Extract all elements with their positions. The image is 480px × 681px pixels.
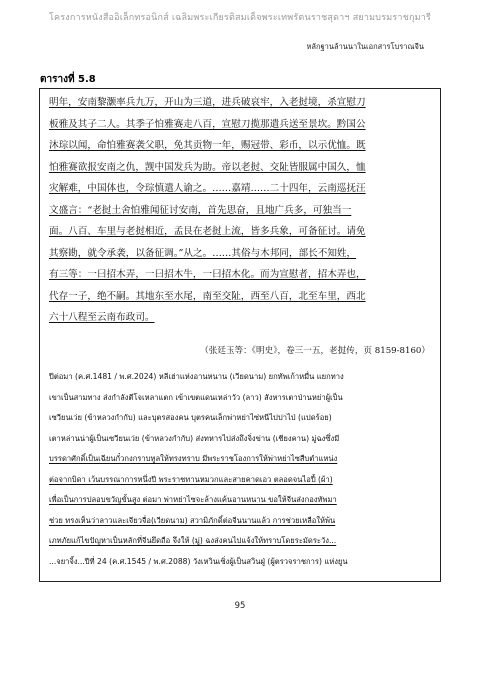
chinese-line: 灾解难，中国体也，令琮慎遣人谕之。……嘉靖……二十四年，云南巡抚汪 <box>49 183 366 194</box>
chinese-quote <box>49 92 434 329</box>
chinese-line: 六十八程至云南布政司。 <box>49 312 155 323</box>
thai-line: บรรดาศักดิ์เป็นเฉียนกั๋วกงกราบทูลให้ทรงทราบ มีพระราชโองการให้พ่าหย่าไซสืบตำแหน่ง <box>49 454 338 463</box>
chinese-line: 其察勘，就令承袭，以备征调。”从之。……其俗与木邦同，部长不知姓， <box>49 247 357 259</box>
quote-table <box>39 88 441 582</box>
thai-line: เพื่อเป็นการปลอบขวัญขั้นสูง ต่อมา พ่าหย่าไซจะล้างแค้นอานหนาน ขอให้จีนส่งกองทัพมา <box>49 495 337 504</box>
chinese-line: 板雅及其子二人。其季子怕雅赛走八百，宣慰刀揽那遣兵送至景坎。黔国公 <box>49 118 366 130</box>
thai-line: ช่วย ทรงเห็นว่าลาวและเจียวจื่อ(เวียดนาม) สวามิภักดิ์ต่อจีนนานแล้ว การช่วยเหลือให้พ้น <box>49 515 336 525</box>
project-header: โครงการหนังสืออิเล็กทรอนิกส์ เฉลิมพระเกียรติสมเด็จพระเทพรัตนราชสุดาฯ สยามบรมราชกุมารี <box>48 13 432 23</box>
thai-line: ...จยาจิ้ง...ปีที่ 24 (ค.ศ.1545 / พ.ศ.2088) วังเหวินเซิ่งผู้เป็นสวินฝู่ (ผู้ตรวจราชการ) แห่งยูน <box>49 556 348 566</box>
citation: （张廷玉等：《明史》，卷三一五，老挝传，页 8159-8160） <box>200 346 430 356</box>
chinese-line: 沐琮以闻，命怕雅赛袭父职，免其贡物一年，赐冠带、彩币，以示优恤。既 <box>49 140 366 151</box>
chinese-line: 明年，安南黎灏率兵九万，开山为三道，进兵破哀牢，入老挝境，杀宣慰刀 <box>49 97 366 108</box>
chinese-line: 文盛言：“老挝土舍怕雅闻征讨安南，首先思奋，且地广兵多，可独当一 <box>49 204 352 216</box>
thai-line: เตาหล่านน่าผู้เป็นเซวียนเว่ย (ข้าหลวงกำกับ) ส่งทหารไปส่งถึงจิ่งข่าน (เชียงคาน) มู่ฉงซึ่งมี <box>49 433 340 443</box>
book-title: หลักฐานล้านนาในเอกสารโบราณจีน <box>306 42 424 51</box>
thai-line: เขาเป็นสามทาง ส่งกำลังตีโจเหลาแตก เข้าเขตแดนเหล่าวัว (ลาว) สังหารเตาป่านหย่าผู้เป็น <box>49 392 343 402</box>
chinese-line: 怕雅赛欲报安南之仇，觊中国发兵为助。帝以老挝、交阯皆服属中国久，恤 <box>49 161 366 173</box>
chinese-line: 有三等：一曰招木弄，一曰招木牛，一曰招木化。而为宣慰者，招木弄也， <box>49 269 366 280</box>
thai-line: ปีต่อมา (ค.ศ.1481 / พ.ศ.2024) หลีเฮ่าแห่งอานหนาน (เวียดนาม) ยกทัพเก้าหมื่น แยกทาง <box>49 372 344 381</box>
thai-line: เภทภัยแก้ไขปัญหาเป็นหลักที่จีนยึดถือ จึงให้ (มู่) ฉงส่งคนไปแจ้งให้ทราบโดยระมัดระวัง... <box>49 536 337 545</box>
chinese-line: 面。八百、车里与老挝相近，孟艮在老挝上流，皆多兵象，可备征讨。请免 <box>49 226 366 237</box>
thai-translation <box>49 367 434 572</box>
table-title: ตารางที่ 5.8 <box>40 74 96 85</box>
thai-line: เซวียนเว่ย (ข้าหลวงกำกับ) และบุตรสองคน บุตรคนเล็กพ่าหย่าไซ่หนีไปปาไป่ (แปดร้อย) <box>49 413 332 422</box>
chinese-line: 代存一子，绝不嗣。其地东至水尾，南至交阯，西至八百，北至车里，西北 <box>49 290 366 302</box>
thai-line: ต่อจากบิดา เว้นบรรณาการหนึ่งปี พระราชทานหมวกและสายคาดเอว ตลอดจนไอปี้ (ผ้า) <box>49 474 333 484</box>
page-number: 95 <box>234 601 246 611</box>
